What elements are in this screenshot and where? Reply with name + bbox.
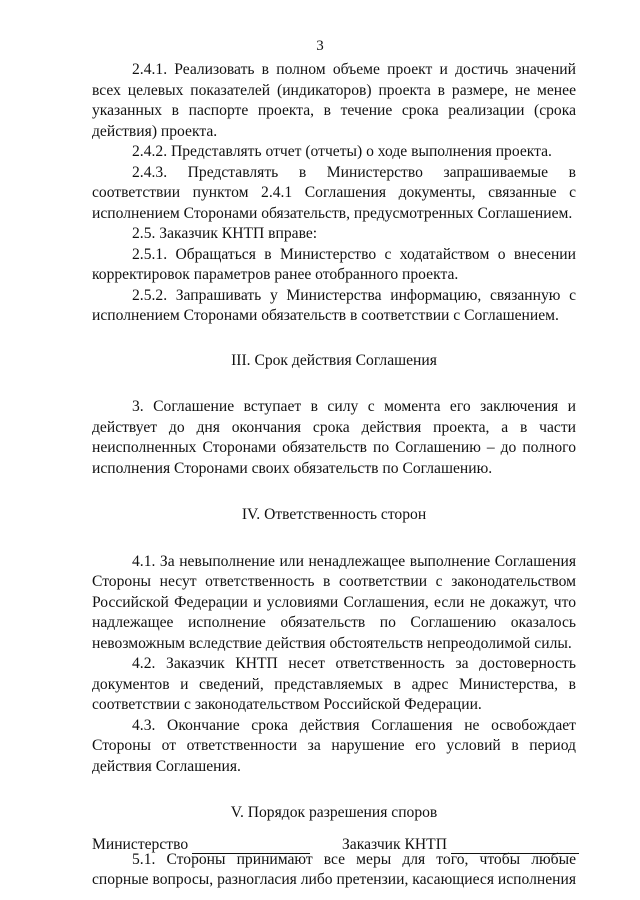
signature-block (92, 836, 582, 858)
paragraph-5-1: 5.1. Стороны принимают все меры для того, чтобы любые спорные вопросы, разногласия либо претензии, касающиеся исполнения (92, 850, 576, 888)
paragraph-4-2: 4.2. Заказчик КНТП несет ответственность за достоверность документов и сведений, представляемых в адрес Министерства, в соответствии с законодательством Российской Федерации. (92, 655, 576, 713)
paragraph-3: 3. Соглашение вступает в силу с момента его заключения и действует до дня окончания срока действия проекта, а в части неисполненных Сторонами обязательств по Соглашению – до полного исполнения Сторонами своих обязательств по Соглашению. (92, 398, 576, 477)
paragraph-2-5: 2.5. Заказчик КНТП вправе: (132, 225, 318, 242)
document-body (92, 60, 576, 891)
section-heading-3: III. Срок действия Соглашения (231, 351, 437, 369)
section-heading-5: V. Порядок разрешения споров (230, 804, 438, 821)
paragraph-4-1: 4.1. За невыполнение или ненадлежащее выполнение Соглашения Стороны несут ответственность в соответствии с законодательством Российской Федерации и условиями Соглашения, если не докажут, что надлежащее исполнение обязательств по Соглашению оказалось невозможным вследствие действия обстоятельств непреодолимой силы. (92, 552, 576, 652)
signature-ministry-label: Министерство (92, 836, 189, 853)
signature-ministry-line (192, 837, 310, 854)
signature-ministry (92, 836, 310, 854)
signature-customer (342, 836, 579, 854)
paragraph-4-3: 4.3. Окончание срока действия Соглашения не освобождает Стороны от ответственности за нарушение его условий в период действия Соглашения. (92, 716, 576, 775)
paragraph-2-5-2: 2.5.2. Запрашивать у Министерства информацию, связанную с исполнением Сторонами обязательств в соответствии с Соглашением. (92, 286, 576, 324)
page-number: 3 (316, 38, 324, 54)
paragraph-2-4-3: 2.4.3. Представлять в Министерство запрашиваемые в соответствии пунктом 2.4.1 Соглашения документы, связанные с исполнением Сторонами обязательств, предусмотренных Соглашением. (92, 163, 576, 222)
paragraph-2-4-2: 2.4.2. Представлять отчет (отчеты) о ходе выполнения проекта. (132, 143, 552, 160)
section-heading-4: IV. Ответственность сторон (241, 506, 427, 523)
signature-customer-line (451, 837, 579, 854)
paragraph-2-5-1: 2.5.1. Обращаться в Министерство с ходатайством о внесении корректировок параметров ранее отобранного проекта. (92, 245, 576, 283)
paragraph-2-4-1: 2.4.1. Реализовать в полном объеме проект и достичь значений всех целевых показателей (индикаторов) проекта в размере, не менее указанных в паспорте проекта, в течение срока реализации (срока действия) проекта. (92, 61, 576, 140)
signature-customer-label: Заказчик КНТП (342, 836, 447, 853)
